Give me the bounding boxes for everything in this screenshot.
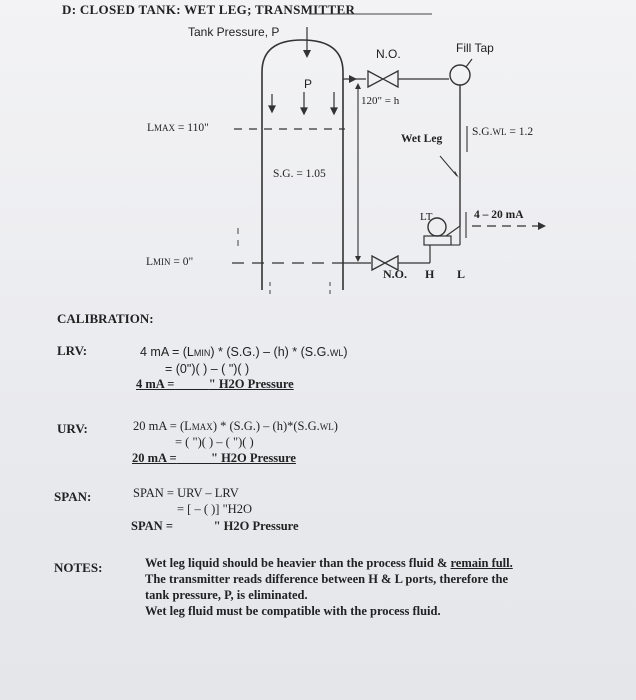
urv-result: 20 mA = " H2O Pressure	[132, 451, 296, 465]
lmax-label: LMAX = 110"	[147, 122, 209, 134]
urv-equation: 20 mA = (LMAX) * (S.G.) – (h)*(S.G.WL)	[133, 419, 338, 433]
top-valve-no-label: N.O.	[376, 47, 401, 61]
lrv-result: 4 mA = " H2O Pressure	[136, 377, 294, 391]
sg-wet-leg-label: S.G.WL = 1.2	[472, 126, 534, 138]
port-h-label: H	[425, 267, 435, 281]
tank-outline	[262, 40, 343, 290]
port-l-label: L	[457, 267, 466, 281]
top-valve-icon	[368, 71, 398, 87]
span-label: SPAN:	[54, 489, 92, 504]
urv-substitution: = ( ")( ) – ( ")( )	[175, 435, 254, 449]
notes-line-3: tank pressure, P, is eliminated.	[145, 588, 308, 602]
bottom-valve-no-label: N.O.	[383, 267, 407, 281]
notes-line-2: The transmitter reads difference between H & L ports, therefore the	[145, 572, 509, 586]
lrv-label: LRV:	[57, 343, 88, 358]
lrv-substitution: = (0")( ) – ( ")( )	[165, 362, 250, 376]
sg-tank-label: S.G. = 1.05	[273, 168, 326, 180]
lrv-equation: 4 mA = (LMIN) * (S.G.) – (h) * (S.G.WL)	[140, 345, 348, 359]
calibration-heading: CALIBRATION:	[57, 311, 154, 326]
fill-tap-icon	[450, 65, 470, 85]
notes-line-1: Wet leg liquid should be heavier than the process fluid & remain full.	[145, 556, 513, 570]
span-formula: SPAN = URV – LRV	[133, 486, 239, 500]
notes-line-4: Wet leg fluid must be compatible with the process fluid.	[145, 604, 441, 618]
transmitter-label: LT	[420, 211, 433, 223]
height-label: 120" = h	[361, 95, 400, 107]
urv-label: URV:	[57, 421, 88, 436]
pressure-p-label: P	[304, 77, 313, 91]
signal-label: 4 – 20 mA	[474, 209, 524, 221]
section-title: D: CLOSED TANK: WET LEG; TRANSMITTER	[62, 2, 356, 17]
notes-label: NOTES:	[54, 560, 103, 575]
fill-tap-label: Fill Tap	[456, 41, 494, 55]
pressure-arrows	[269, 92, 337, 114]
wet-leg-label: Wet Leg	[401, 133, 443, 145]
tank-pressure-label: Tank Pressure, P	[188, 25, 280, 39]
lmin-label: LMIN = 0"	[146, 256, 194, 268]
span-substitution: = [ – ( )] "H2O	[177, 502, 252, 516]
span-result: SPAN = " H2O Pressure	[131, 519, 299, 533]
